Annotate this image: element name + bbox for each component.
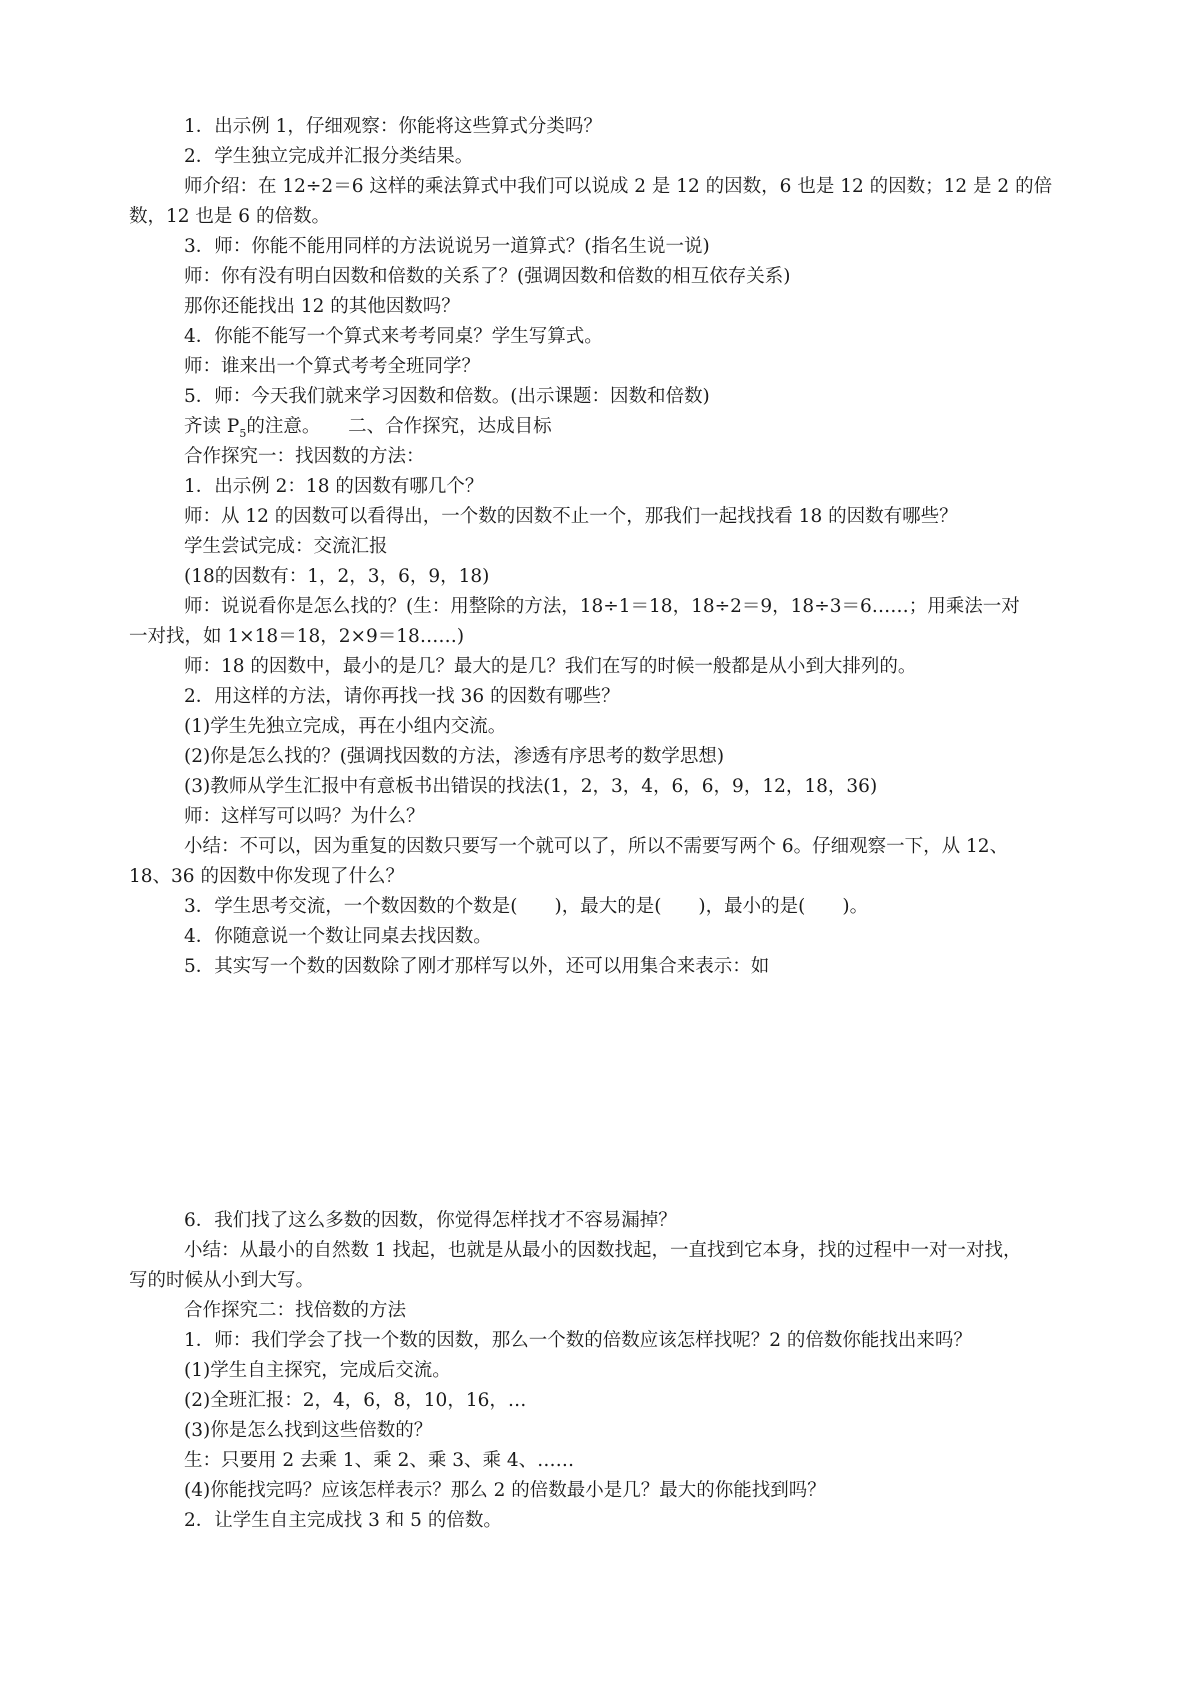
text-line: 4．你随意说一个数让同桌去找因数。 xyxy=(184,926,492,947)
text-line: 1．出示例 1，仔细观察：你能将这些算式分类吗？ xyxy=(184,116,602,137)
text-line: 小结：不可以，因为重复的因数只要写一个就可以了，所以不需要写两个 6。仔细观察一下，从 12、 xyxy=(184,836,1009,857)
text-line: 3．师：你能不能用同样的方法说说另一道算式？(指名生说一说) xyxy=(184,236,710,257)
text-line: (18的因数有：1，2，3，6，9，18) xyxy=(184,566,490,587)
text-line: 那你还能找出 12 的其他因数吗？ xyxy=(184,296,460,317)
text-line: 1．出示例 2：18 的因数有哪几个？ xyxy=(184,476,484,497)
text-line: 师：18 的因数中，最小的是几？最大的是几？我们在写的时候一般都是从小到大排列的。 xyxy=(184,656,917,677)
text-line: (2)全班汇报：2，4，6，8，10，16，… xyxy=(184,1390,527,1411)
text-line-continuation: 18、36 的因数中你发现了什么？ xyxy=(129,866,404,887)
text-line: (2)你是怎么找的？(强调找因数的方法，渗透有序思考的数学思想) xyxy=(184,746,725,767)
lesson-text-upper xyxy=(129,112,1096,982)
text-fragment: 齐读 P xyxy=(184,416,240,437)
text-line xyxy=(129,1266,1096,1296)
text-line: 小结：从最小的自然数 1 找起，也就是从最小的因数找起，一直找到它本身，找的过程中一对一对找， xyxy=(184,1240,1022,1261)
text-line-section-heading xyxy=(156,412,1096,442)
text-line: 1．师：我们学会了找一个数的因数，那么一个数的倍数应该怎样找呢？2 的倍数你能找出来吗？ xyxy=(184,1330,972,1351)
text-line: 5．师：今天我们就来学习因数和倍数。(出示课题：因数和倍数) xyxy=(184,386,710,407)
text-line: 学生尝试完成：交流汇报 xyxy=(184,536,388,557)
text-line: 2．让学生自主完成找 3 和 5 的倍数。 xyxy=(184,1510,502,1531)
text-line xyxy=(129,202,1096,232)
text-fragment: 的注意。 二、合作探究，达成目标 xyxy=(246,416,552,437)
text-line xyxy=(129,622,1096,652)
text-line: 师：你有没有明白因数和倍数的关系了？(强调因数和倍数的相互依存关系) xyxy=(184,266,791,287)
text-line: 合作探究一：找因数的方法： xyxy=(184,446,425,467)
text-line: 合作探究二：找倍数的方法 xyxy=(184,1300,407,1321)
text-line: 3．学生思考交流，一个数因数的个数是( )，最大的是( )，最小的是( )。 xyxy=(184,896,869,917)
text-line: (1)学生先独立完成，再在小组内交流。 xyxy=(184,716,507,737)
text-line-continuation: 数，12 也是 6 的倍数。 xyxy=(129,206,330,227)
text-line: (3)教师从学生汇报中有意板书出错误的找法(1，2，3，4，6，6，9，12，18，36) xyxy=(184,776,878,797)
text-line-continuation: 写的时候从小到大写。 xyxy=(129,1270,315,1291)
text-line: 师：从 12 的因数可以看得出，一个数的因数不止一个，那我们一起找找看 18 的因数有哪些？ xyxy=(184,506,958,527)
text-line: 2．学生独立完成并汇报分类结果。 xyxy=(184,146,474,167)
text-line: 师：说说看你是怎么找的？(生：用整除的方法，18÷1＝18，18÷2＝9，18÷3＝6……；用乘法一对 xyxy=(184,596,1020,617)
text-line: (1)学生自主探究，完成后交流。 xyxy=(184,1360,451,1381)
text-line xyxy=(129,862,1096,892)
text-line: 2．用这样的方法，请你再找一找 36 的因数有哪些？ xyxy=(184,686,620,707)
subscript: 5 xyxy=(239,427,247,440)
text-line-continuation: 一对找，如 1×18＝18，2×9＝18……) xyxy=(129,626,465,647)
text-line: 师：谁来出一个算式考考全班同学？ xyxy=(184,356,481,377)
text-line: 4．你能不能写一个算式来考考同桌？学生写算式。 xyxy=(184,326,603,347)
text-line: 生：只要用 2 去乘 1、乘 2、乘 3、乘 4、…… xyxy=(184,1450,575,1471)
lesson-text-lower xyxy=(129,1206,1096,1536)
text-line: 师：这样写可以吗？为什么？ xyxy=(184,806,425,827)
text-line: 师介绍：在 12÷2＝6 这样的乘法算式中我们可以说成 2 是 12 的因数，6 也是 12 的因数；12 是 2 的倍 xyxy=(184,176,1053,197)
text-line: (4)你能找完吗？应该怎样表示？那么 2 的倍数最小是几？最大的你能找到吗？ xyxy=(184,1480,826,1501)
text-line: 5．其实写一个数的因数除了刚才那样写以外，还可以用集合来表示：如 xyxy=(184,956,770,977)
text-line: (3)你是怎么找到这些倍数的？ xyxy=(184,1420,433,1441)
text-line: 6．我们找了这么多数的因数，你觉得怎样找才不容易漏掉？ xyxy=(184,1210,677,1231)
